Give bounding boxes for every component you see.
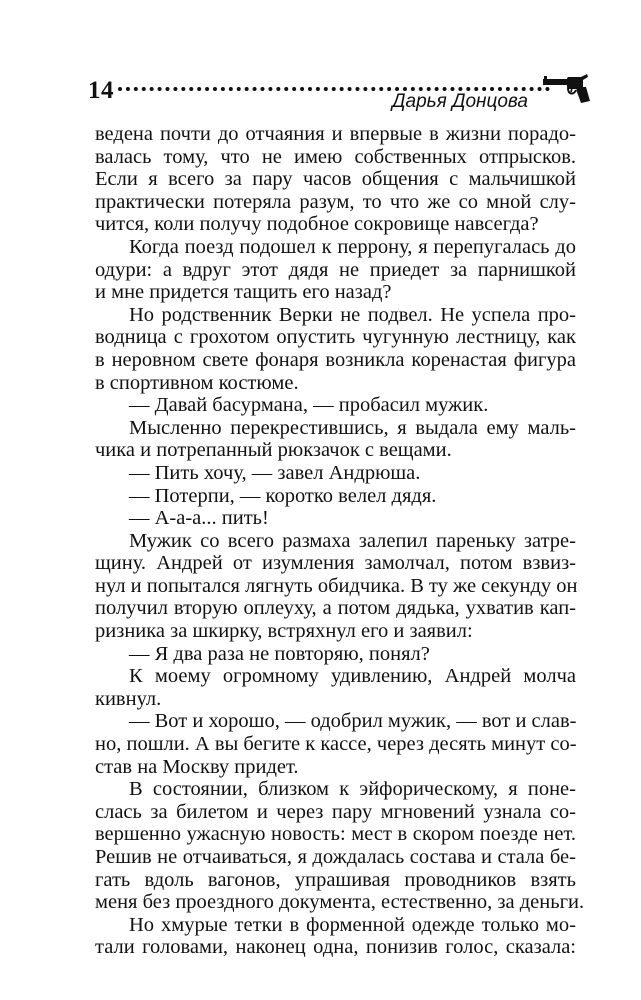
text-line: В состоянии, близком к эйфорическому, я поне- [129,778,576,801]
revolver-icon [543,74,591,109]
text-line: ведена почти до отчаяния и впервые в жизни порадо- [95,123,576,145]
text-line: получил вторую оплеуху, а потом дядька, ухватив кап- [95,597,576,620]
text-line: водница с грохотом опустить чугунную лестницу, как [95,326,576,349]
text-line: Мысленно перекрестившись, я выдала ему маль- [129,416,576,439]
text-line: Но родственник Верки не подвел. Не успела про- [129,303,576,326]
text-line: Если я всего за пару часов общения с мальчишкой [95,168,576,191]
page-number: 14 [88,77,114,104]
text-line: — Пить хочу, — завел Андрюша. [129,461,421,484]
text-line: валась тому, что не имею собственных отпрысков. [95,145,576,168]
text-line: гать вдоль вагонов, упрашивая проводников взять [95,868,576,891]
text-line: Решив не отчаиваться, я дождалась состава и стала бе- [95,846,576,868]
text-line: и мне придется тащить его назад? [95,281,392,304]
text-line: — А-а-а... пить! [129,507,269,530]
text-line: практически потеряла разум, то что же со мной слу- [95,190,576,213]
text-line: став на Москву придет. [95,755,299,778]
text-line: — Вот и хорошо, — одобрил мужик, — вот и слав- [129,710,577,733]
text-line: Мужик со всего размаха залепил пареньку затре- [129,529,576,552]
text-line: вершенно ужасную новость: мест в скором поезде нет. [95,823,576,846]
text-line: меня без проездного документа, естественно, за деньги. [95,891,585,914]
text-line: Когда поезд подошел к перрону, я перепугалась до [129,235,576,258]
text-line: — Давай басурмана, — пробасил мужик. [129,394,489,417]
text-line: — Я два раза не повторяю, понял? [129,642,430,665]
text-line: кивнул. [95,687,162,710]
text-line: слась за билетом и через пару мгновений узнала со- [95,800,576,823]
text-line: — Потерпи, — коротко велел дядя. [129,484,437,507]
text-line: чика и потрепанный рюкзачок с вещами. [95,439,452,462]
text-line: К моему огромному удивлению, Андрей молча [129,665,576,688]
author-name: Дарья Донцова [392,91,528,112]
text-line: одури: а вдруг этот дядя не приедет за парнишкой [95,258,576,281]
text-line: ризника за шкирку, встряхнул его и заявил: [95,620,473,643]
text-line: чится, коли получу подобное сокровище навсегда? [95,213,539,236]
text-line: щину. Андрей от изумления замолчал, потом взвиз- [95,552,576,575]
page-header [88,74,588,114]
text-line: в спортивном костюме. [95,371,299,394]
text-line: в неровном свете фонаря возникла коренастая фигура [95,348,576,371]
text-line: но, пошли. А вы бегите к кассе, через десять минут со- [95,733,577,756]
body-text [95,123,585,959]
text-line: тали головами, наконец одна, понизив голос, сказала: [95,936,576,959]
text-line: нул и попытался лягнуть обидчика. В ту же секунду он [95,574,578,597]
text-line: Но хмурые тетки в форменной одежде только мо- [129,913,576,936]
